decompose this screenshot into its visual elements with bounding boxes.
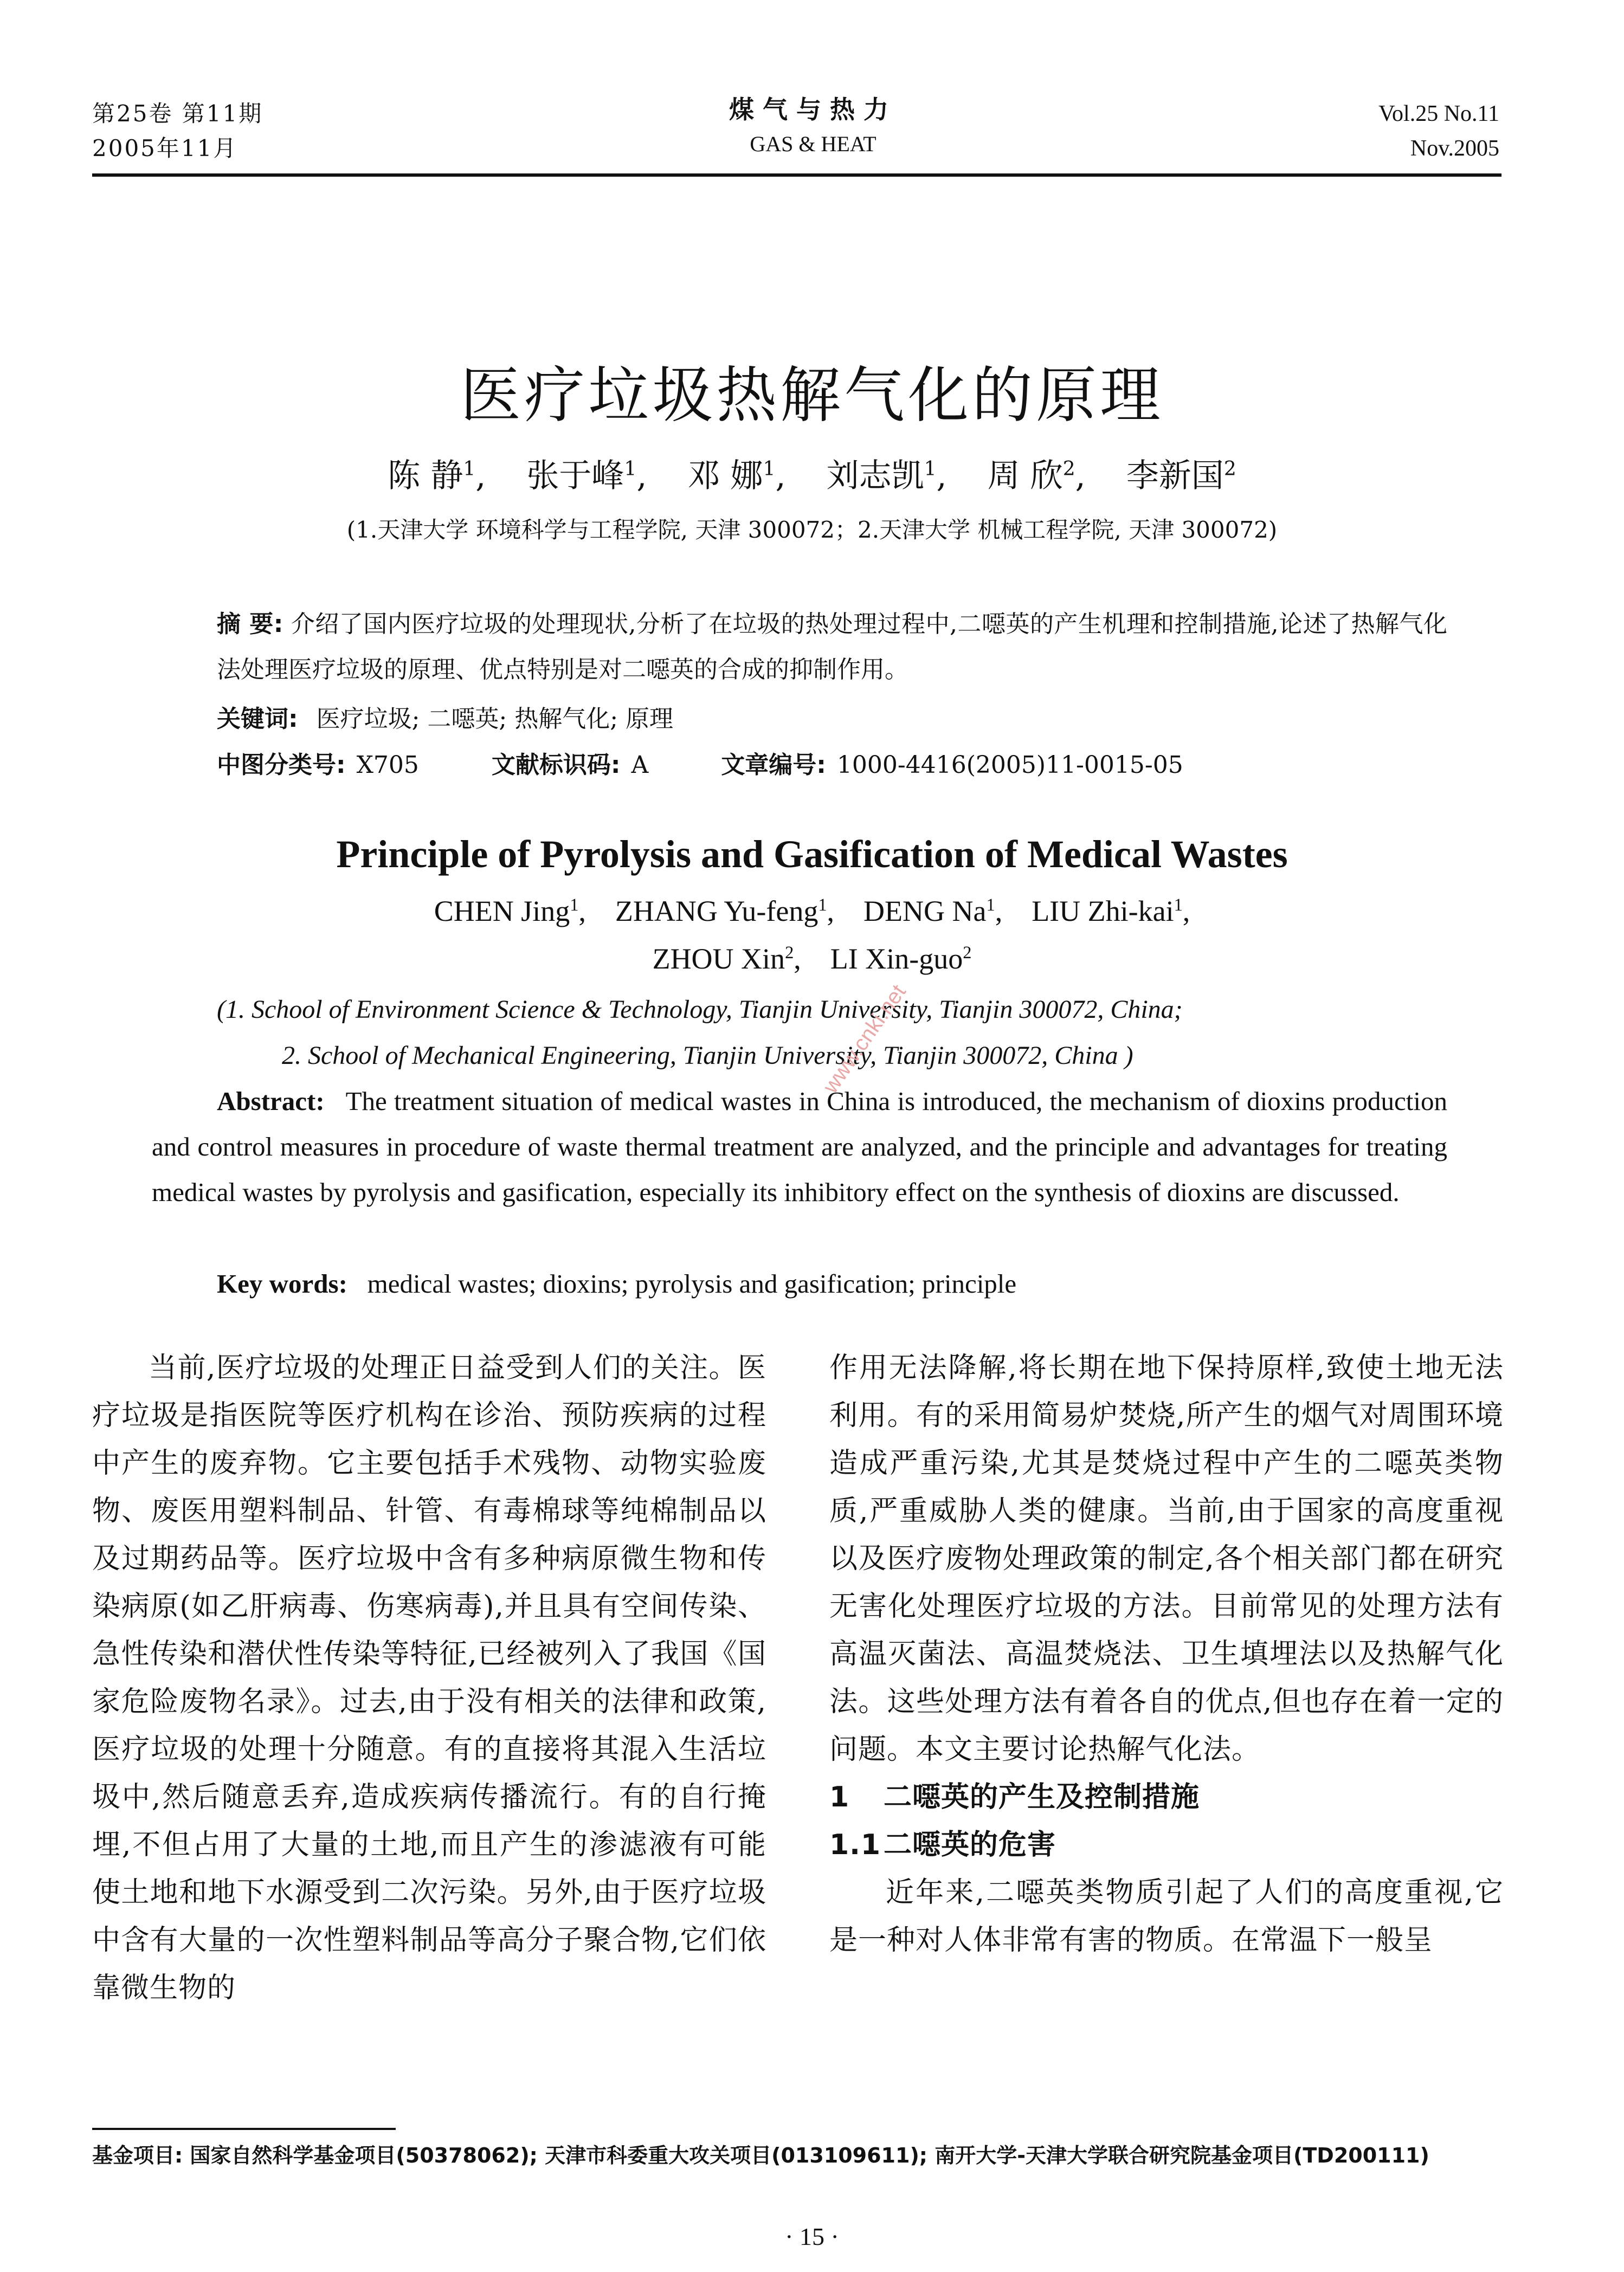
keywords-cn [217, 699, 673, 734]
author-cn: 邓 娜$^1$, [687, 457, 786, 495]
author-cn: 李新国$^2$ [1126, 457, 1236, 495]
keywords-cn-label: 关键词: [217, 705, 298, 733]
section-heading-1-1: 1.1二噁英的危害 [829, 1829, 1056, 1861]
volume-issue: 第25卷 第11期 [92, 100, 263, 127]
author-en: ZHANG Yu-feng$^1$, [615, 895, 856, 927]
author-en: ZHOU Xin$^2$, [652, 943, 823, 975]
authors-en-line1 [0, 894, 1624, 928]
abstract-en-label: Abstract: [217, 1086, 325, 1116]
affiliation-en-2: 2. School of Mechanical Engineering, Tianjin University, Tianjin 300072, China ) [282, 1041, 1133, 1070]
author-cn: 陈 静$^1$, [388, 457, 486, 495]
doc-code-label: 文献标识码: [491, 751, 621, 779]
header-divider [92, 173, 1501, 177]
author-en: CHEN Jing$^1$, [434, 895, 608, 927]
body-paragraph: 当前,医疗垃圾的处理正日益受到人们的关注。医疗垃圾是指医院等医疗机构在诊治、预防疾病的过程中产生的废弃物。它主要包括手术残物、动物实验废物、废医用塑料制品、针管、有毒棉球等纯棉制品以及过期药品等。医疗垃圾中含有多种病原微生物和传染病原(如乙肝病毒、伤寒病毒),并且具有空间传染、急性传染和潜伏性传染等特征,已经被列入了我国《国家危险废物名录》。过去,由于没有相关的法律和政策,医疗垃圾的处理十分随意。有的直接将其混入生活垃圾中,然后随意丢弃,造成疾病传播流行。有的自行掩埋,不但占用了大量的土地,而且产生的渗滤液有可能使土地和地下水源受到二次污染。另外,由于医疗垃圾中含有大量的一次性塑料制品等高分子聚合物,它们依靠微生物的 [92, 1352, 766, 2004]
authors-cn [0, 450, 1624, 496]
date-cn: 2005年11月 [92, 135, 238, 162]
affiliation-en-1: (1. School of Environment Science & Technology, Tianjin University, Tianjin 300072, China; [217, 995, 1183, 1024]
paper-title-cn: 医疗垃圾热解气化的原理 [460, 360, 1164, 431]
page-number: · 15 · [785, 2223, 839, 2250]
author-en: LIU Zhi-kai$^1$, [1032, 895, 1190, 927]
footnote-divider [92, 2128, 396, 2130]
date-en: Nov.2005 [1410, 136, 1499, 161]
keywords-en-text: medical wastes; dioxins; pyrolysis and gasification; principle [367, 1269, 1017, 1299]
clc-value: X705 [356, 751, 419, 779]
author-cn: 周 欣$^2$, [987, 457, 1086, 495]
author-cn: 张于峰$^1$, [526, 457, 647, 495]
author-en: DENG Na$^1$, [863, 895, 1024, 927]
body-column-right [829, 1344, 1504, 1964]
abstract-en-text: The treatment situation of medical wastes in China is introduced, the mechanism of dioxins production and control measures in procedure of waste thermal treatment are analyzed, and the principle and advantages for treating medical wastes by pyrolysis and gasification, especially its inhibitory effect on the synthesis of dioxins are discussed. [152, 1086, 1447, 1207]
header-left [92, 96, 263, 166]
keywords-cn-text: 医疗垃圾; 二噁英; 热解气化; 原理 [316, 705, 674, 733]
author-cn: 刘志凯$^1$, [826, 457, 947, 495]
paper-title-en: Principle of Pyrolysis and Gasification of Medical Wastes [336, 832, 1288, 876]
keywords-en [217, 1268, 1016, 1299]
volume-en: Vol.25 No.11 [1378, 101, 1499, 126]
body-paragraph: 作用无法降解,将长期在地下保持原样,致使土地无法利用。有的采用简易炉焚烧,所产生的烟气对周围环境造成严重污染,尤其是焚烧过程中产生的二噁英类物质,严重威胁人类的健康。当前,由于国家的高度重视以及医疗废物处理政策的制定,各个相关部门都在研究无害化处理医疗垃圾的方法。目前常见的处理方法有高温灭菌法、高温焚烧法、卫生填埋法以及热解气化法。这些处理方法有着各自的优点,但也存在着一定的问题。本文主要讨论热解气化法。 [829, 1352, 1504, 1766]
abstract-cn-label: 摘 要: [217, 610, 283, 638]
authors-en-line2 [0, 942, 1624, 976]
article-no-label: 文章编号: [721, 751, 826, 779]
body-paragraph: 近年来,二噁英类物质引起了人们的高度重视,它是一种对人体非常有害的物质。在常温下一般呈 [829, 1876, 1504, 1957]
doc-code-value: A [631, 751, 649, 779]
header-right [1378, 96, 1499, 166]
journal-name-en: GAS & HEAT [750, 132, 877, 156]
watermark: www.cnki.net [819, 980, 911, 1098]
section-heading-1: 1 二噁英的产生及控制措施 [829, 1781, 1200, 1813]
affiliation-cn: (1.天津大学 环境科学与工程学院, 天津 300072；2.天津大学 机械工程学院, 天津 300072) [346, 517, 1278, 543]
abstract-cn [217, 602, 1447, 693]
abstract-cn-text: 介绍了国内医疗垃圾的处理现状,分析了在垃圾的热处理过程中,二噁英的产生机理和控制措施,论述了热解气化法处理医疗垃圾的原理、优点特别是对二噁英的合成的抑制作用。 [217, 610, 1447, 683]
body-column-left [92, 1344, 766, 2012]
classification-line [217, 745, 1183, 780]
footnote-funding: 基金项目: 国家自然科学基金项目(50378062); 天津市科委重大攻关项目(013109611); 南开大学-天津大学联合研究院基金项目(TD200111) [92, 2144, 1429, 2167]
article-no-value: 1000-4416(2005)11-0015-05 [836, 751, 1183, 779]
abstract-en [152, 1079, 1447, 1215]
header-center [596, 92, 1030, 162]
journal-name-cn: 煤气与热力 [729, 95, 897, 124]
author-en: LI Xin-guo$^2$ [830, 943, 972, 975]
clc-label: 中图分类号: [217, 751, 346, 779]
keywords-en-label: Key words: [217, 1269, 347, 1299]
